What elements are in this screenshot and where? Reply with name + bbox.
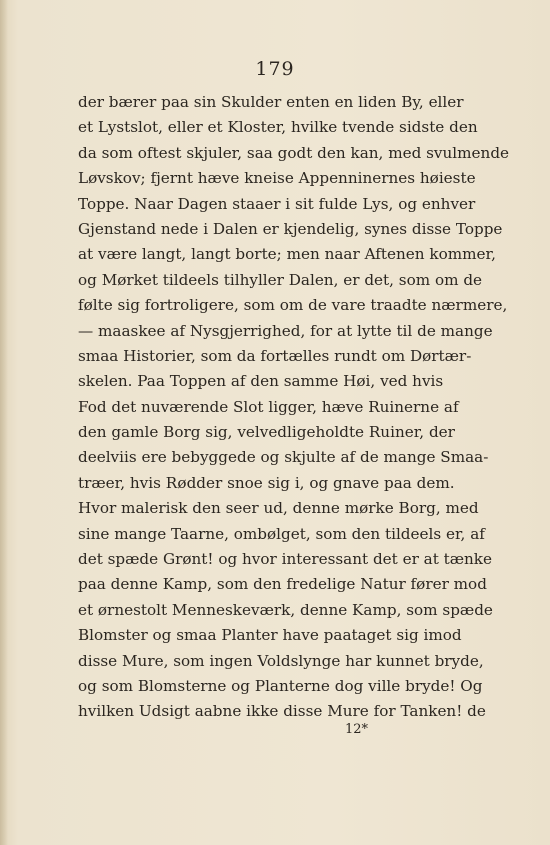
text-line: træer, hvis Rødder snoe sig i, og gnave paa dem.	[78, 473, 455, 492]
text-line: den gamle Borg sig, velvedligeholdte Ruiner, der	[78, 423, 455, 442]
text-line: smaa Historier, som da fortælles rundt om Dørtær-	[78, 346, 472, 365]
text-line: et ørnestolt Menneskeværk, denne Kamp, som spæde	[78, 600, 493, 619]
text-line: Gjenstand nede i Dalen er kjendelig, synes disse Toppe	[78, 219, 503, 238]
printer-signature: 12*	[345, 722, 369, 737]
text-line: og som Blomsterne og Planterne dog ville bryde! Og	[78, 676, 483, 695]
text-line: og Mørket tildeels tilhyller Dalen, er det, som om de	[78, 270, 483, 289]
text-line: et Lystslot, eller et Kloster, hvilke tvende sidste den	[78, 118, 478, 137]
text-line: Toppe. Naar Dagen staaer i sit fulde Lys, og enhver	[78, 194, 476, 213]
text-line: Hvor malerisk den seer ud, denne mørke Borg, med	[78, 499, 479, 518]
text-line: Blomster og smaa Planter have paataget sig imod	[78, 626, 462, 645]
text-line: at være langt, langt borte; men naar Aftenen kommer,	[78, 245, 496, 264]
text-line: da som oftest skjuler, saa godt den kan, med svulmende	[78, 143, 510, 162]
text-line: sine mange Taarne, ombølget, som den tildeels er, af	[78, 524, 485, 543]
body-text	[78, 90, 510, 725]
text-line: skelen. Paa Toppen af den samme Høi, ved hvis	[78, 372, 444, 391]
text-line: Løvskov; fjernt hæve kneise Appenninernes høieste	[78, 169, 476, 188]
page-number: 179	[255, 58, 295, 80]
text-line: det spæde Grønt! og hvor interessant det er at tænke	[78, 550, 492, 569]
text-line: hvilken Udsigt aabne ikke disse Mure for Tanken! de	[78, 702, 486, 721]
text-line: der bærer paa sin Skulder enten en liden By, eller	[78, 93, 464, 111]
text-line: disse Mure, som ingen Voldslynge har kunnet bryde,	[78, 651, 484, 670]
text-line: paa denne Kamp, som den fredelige Natur fører mod	[78, 575, 487, 594]
page-edge-shadow	[0, 0, 8, 845]
text-line: Fod det nuværende Slot ligger, hæve Ruinerne af	[78, 397, 459, 416]
text-line: følte sig fortroligere, som om de vare traadte nærmere,	[78, 296, 508, 315]
text-line: — maaskee af Nysgjerrighed, for at lytte til de mange	[78, 321, 493, 340]
text-line: deelviis ere bebyggede og skjulte af de mange Smaa-	[78, 448, 489, 467]
